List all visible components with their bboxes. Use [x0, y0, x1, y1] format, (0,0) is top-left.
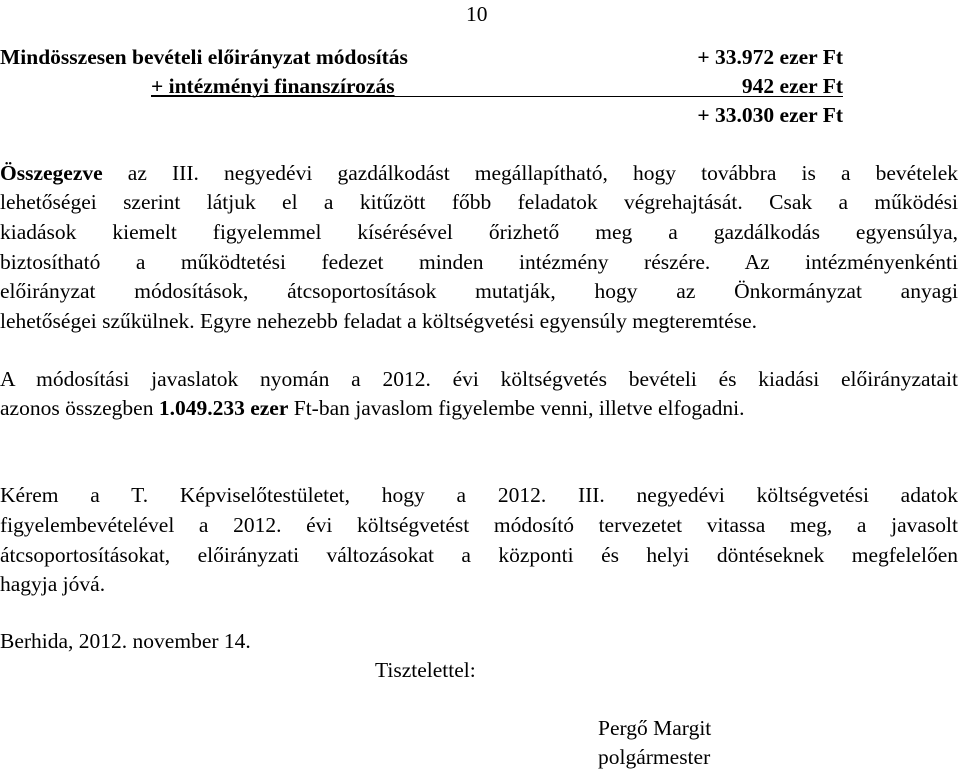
paragraph-text: Ft-ban javaslom figyelembe venni, illetve elfogadni.	[288, 396, 745, 420]
paragraph-line: lehetőségei szerint látjuk el a kitűzött főbb feladatok végrehajtását. Csak a működési	[0, 190, 958, 214]
paragraph-text: az III. negyedévi gazdálkodást megállapítható, hogy továbbra is a bevételek	[102, 161, 958, 185]
paragraph-line	[0, 161, 958, 185]
summary-value-total: + 33.972 ezer Ft	[697, 45, 843, 69]
summary-underline-rule	[151, 96, 843, 97]
closing-text: Tisztelettel:	[375, 658, 476, 682]
total-amount: 1.049.233 ezer	[158, 396, 289, 420]
paragraph-line: lehetőségei szűkülnek. Egyre nehezebb feladat a költségvetési egyensúly megteremtése.	[0, 309, 757, 333]
paragraph-line: hagyja jóvá.	[0, 572, 106, 596]
summary-label-institutional: + intézményi finanszírozás	[151, 74, 395, 98]
paragraph-line	[0, 396, 958, 420]
paragraph-line: átcsoportosításokat, előirányzati változásokat a központi és helyi döntéseknek megfelelően	[0, 543, 958, 567]
paragraph-line: A módosítási javaslatok nyomán a 2012. évi költségvetés bevételi és kiadási előirányzatait	[0, 367, 958, 391]
paragraph-line: figyelembevételével a 2012. évi költségvetést módosító tervezetet vitassa meg, a javasolt	[0, 513, 958, 537]
summary-value-institutional: 942 ezer Ft	[741, 74, 843, 98]
summary-label-total: Mindösszesen bevételi előirányzat módosítás	[0, 45, 408, 69]
place-date: Berhida, 2012. november 14.	[0, 629, 251, 653]
paragraph-line: biztosítható a működtetési fedezet minden intézmény részére. Az intézményenkénti	[0, 250, 958, 274]
summary-value-net: + 33.030 ezer Ft	[697, 103, 843, 127]
paragraph-line: előirányzat módosítások, átcsoportosítások mutatják, hogy az Önkormányzat anyagi	[0, 279, 958, 303]
paragraph-text: azonos összegben	[0, 396, 159, 420]
paragraph-line: Kérem a T. Képviselőtestületet, hogy a 2012. III. negyedévi költségvetési adatok	[0, 483, 958, 507]
signer-title: polgármester	[598, 745, 711, 769]
paragraph-line: kiadások kiemelt figyelemmel kísérésével őrizhető meg a gazdálkodás egyensúlya,	[0, 220, 958, 244]
page-number: 10	[466, 2, 488, 26]
signer-name: Pergő Margit	[598, 716, 712, 740]
emphasis-text: Összegezve	[0, 161, 103, 185]
